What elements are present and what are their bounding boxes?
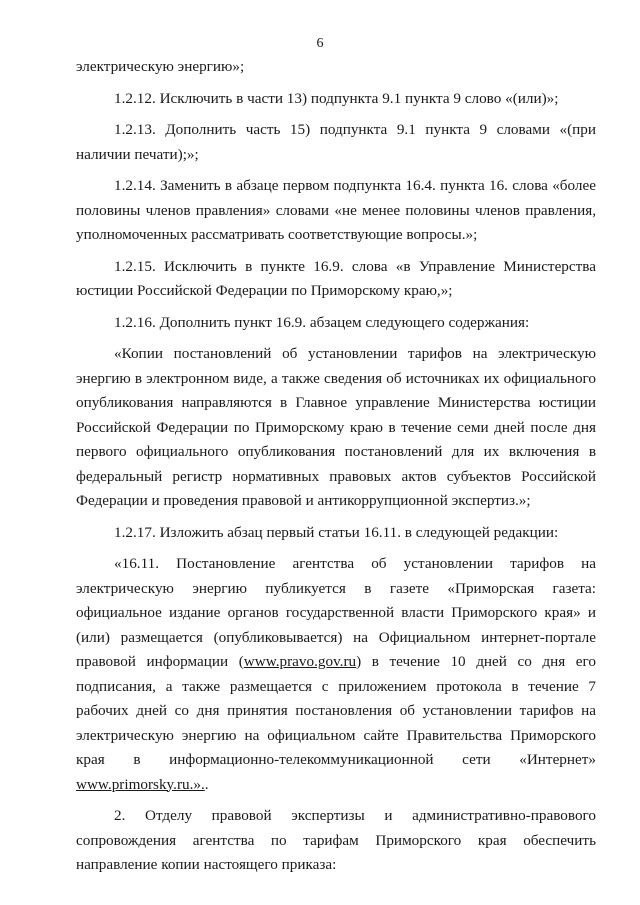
page-number: 6 (316, 36, 324, 51)
paragraph-1-2-13: 1.2.13. Дополнить часть 15) подпункта 9.1 пункта 9 словами «(при наличии печати);»; (76, 121, 596, 163)
paragraph-item-2: 2. Отделу правовой экспертизы и административно-правового сопровождения агентства по тарифам Приморского края обеспечить направление копии настоящего приказа: (76, 807, 596, 873)
paragraph-1-2-15: 1.2.15. Исключить в пункте 16.9. слова «в Управление Министерства юстиции Российской Федерации по Приморскому краю,»; (76, 257, 596, 299)
paragraph-1-2-12: 1.2.12. Исключить в части 13) подпункта 9.1 пункта 9 слово «(или)»; (114, 89, 559, 107)
paragraph-quoted-16-11 (76, 552, 596, 797)
quote-text-part2: ) в течение 10 дней со дня его подписания, а также размещается с приложением протокола в течение 7 рабочих дней со дня принятия постановления об установлении тарифов на электрическую энергию на официальном сайте Правительства Приморского края в информационно-телекоммуникационной сети «Интернет» (76, 653, 596, 768)
quote-text-part3: . (204, 775, 209, 793)
paragraph-1-2-14: 1.2.14. Заменить в абзаце первом подпункта 16.4. пункта 16. слова «более половины членов правления» словами «не менее половины членов правления, уполномоченных рассматривать соответствующие вопросы.»; (76, 177, 596, 243)
paragraph-continuation: электрическую энергию»; (76, 58, 245, 75)
quote-text-part1: «16.11. Постановление агентства об установлении тарифов на электрическую энергию публикуется в газете «Приморская газета: официальное издание органов государственной власти Приморского края» и (или) размещается (опубликовывается) на Официальном интернет-портале правовой информации ( (76, 555, 596, 670)
paragraph-quoted-copies: «Копии постановлений об установлении тарифов на электрическую энергию в электронном виде, а также сведения об источниках их официального опубликования направляются в Главное управление Министерства юстиции Российской Федерации по Приморскому краю в течение семи дней после дня первого официального опубликования постановлений для их включения в федеральный регистр нормативных правовых актов субъектов Российской Федерации и проведения правовой и антикоррупционной экспертиз.»; (76, 345, 596, 509)
link-primorsky[interactable]: www.primorsky.ru.». (76, 775, 205, 793)
document-body (76, 55, 596, 885)
link-pravo-gov[interactable]: www.pravo.gov.ru (243, 653, 357, 670)
paragraph-1-2-17: 1.2.17. Изложить абзац первый статьи 16.11. в следующей редакции: (114, 523, 559, 541)
paragraph-1-2-16: 1.2.16. Дополнить пункт 16.9. абзацем следующего содержания: (114, 313, 530, 331)
